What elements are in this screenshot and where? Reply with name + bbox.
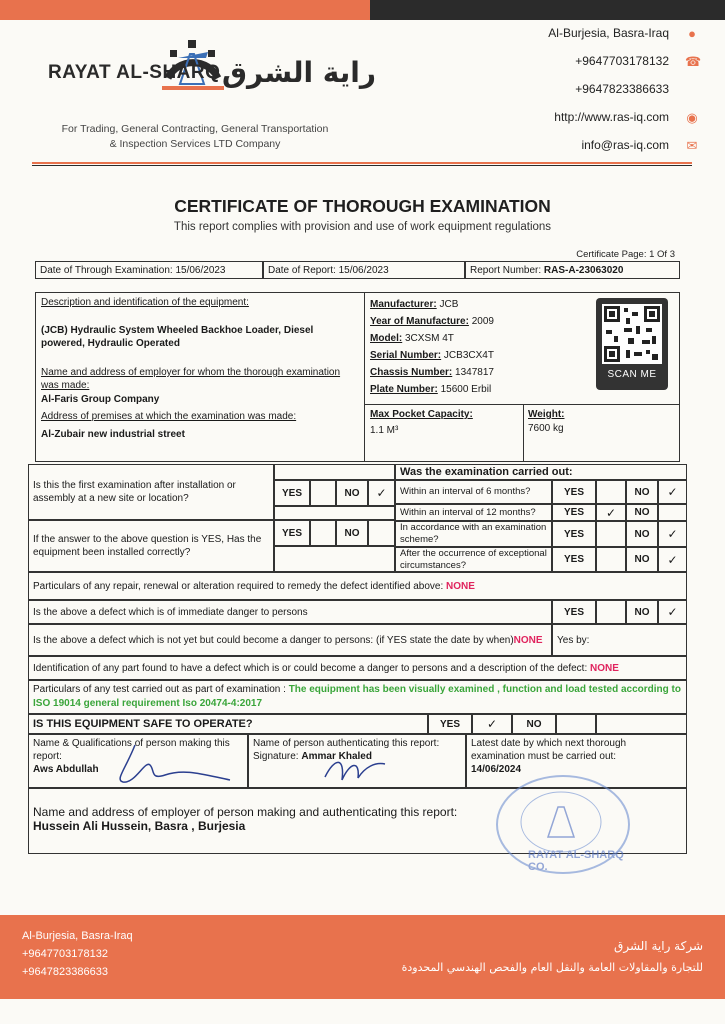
report-number: Report Number: RAS-A-23063020 xyxy=(465,261,680,279)
employer-label: Name and address of employer for whom the thorough examination was made: xyxy=(41,367,341,391)
q1-no-tick[interactable]: ✓ xyxy=(368,480,395,506)
interval-12-no-box[interactable] xyxy=(658,504,687,521)
yes-by-cell[interactable]: Yes by: xyxy=(552,624,687,656)
weight-label: Weight: xyxy=(528,409,565,420)
exceptional-no: NO xyxy=(626,547,658,572)
logo-text-en: RAYAT AL-SHARQ xyxy=(48,62,221,83)
employer-auth-cell: Name and address of employer of person making and authenticating this report: Hussein Ali Hussein, Basra , Burjesia xyxy=(28,788,687,854)
scheme-no-tick[interactable]: ✓ xyxy=(658,521,687,547)
scheme-yes-box[interactable] xyxy=(596,521,626,547)
document-title: CERTIFICATE OF THOROUGH EXAMINATION xyxy=(174,196,551,216)
safe-no-box[interactable] xyxy=(556,714,596,734)
danger-immediate-yes-box[interactable] xyxy=(596,600,626,624)
interval-6-yes: YES xyxy=(552,480,596,504)
interval-12-no: NO xyxy=(626,504,658,521)
top-bar-accent xyxy=(0,0,370,20)
qr-code[interactable] xyxy=(596,298,668,390)
exceptional-label: After the occurrence of exceptional circumstances? xyxy=(395,547,552,572)
equipment-specs xyxy=(370,296,494,398)
logo-text-ar: راية الشرق xyxy=(222,56,377,89)
employer-value: Al-Faris Group Company xyxy=(41,394,160,405)
interval-6-yes-box[interactable] xyxy=(596,480,626,504)
safe-yes-tick[interactable]: ✓ xyxy=(472,714,512,734)
test-row: Particulars of any test carried out as part of examination : The equipment has been visually examined , function and load tested according to ISO 19014 general requirement Iso 20474-4:2017 xyxy=(28,680,687,714)
next-exam-cell: Latest date by which next thorough examination must be carried out: 14/06/2024 xyxy=(466,734,687,788)
q1-yes: YES xyxy=(274,480,310,506)
location-icon: ● xyxy=(688,26,696,41)
qr-code-icon xyxy=(602,304,662,364)
danger-immediate-yes: YES xyxy=(552,600,596,624)
maker-cell: Name & Qualifications of person making this report: Aws Abdullah xyxy=(28,734,248,788)
footer-phone-2[interactable]: +9647823386633 xyxy=(22,966,108,978)
repair-row: Particulars of any repair, renewal or alteration required to remedy the defect identified above: NONE xyxy=(28,572,687,600)
question-first-exam: Is this the first examination after installation or assembly at a new site or location? xyxy=(28,464,274,520)
header-website[interactable]: http://www.ras-iq.com xyxy=(554,110,669,124)
capacity-divider xyxy=(364,404,680,405)
footer-arabic-name: شركة راية الشرق xyxy=(614,939,703,953)
exam-header: Was the examination carried out: xyxy=(395,464,687,480)
plate-row: Plate Number: 15600 Erbil xyxy=(370,384,492,395)
model-row: Model: 3CXSM 4T xyxy=(370,333,454,344)
footer-address: Al-Burjesia, Basra-Iraq xyxy=(22,930,133,942)
certificate-page: Certificate Page: 1 Of 3 xyxy=(576,249,675,260)
interval-6-no-tick[interactable]: ✓ xyxy=(658,480,687,504)
premises-value: Al-Zubair new industrial street xyxy=(41,429,185,440)
serial-row: Serial Number: JCB3CX4T xyxy=(370,350,494,361)
auth-signature-icon xyxy=(320,752,390,786)
interval-12-yes-tick[interactable]: ✓ xyxy=(596,504,626,521)
footer-phone-1[interactable]: +9647703178132 xyxy=(22,948,108,960)
scheme-label: In accordance with an examination scheme? xyxy=(395,521,552,547)
safe-yes: YES xyxy=(428,714,472,734)
equipment-divider xyxy=(364,292,365,462)
auth-cell: Name of person authenticating this report: Signature: Ammar Khaled xyxy=(248,734,466,788)
report-date: Date of Report: 15/06/2023 xyxy=(263,261,465,279)
weight-divider xyxy=(523,404,524,462)
spacer-cell-2 xyxy=(274,506,395,520)
header-email[interactable]: info@ras-iq.com xyxy=(581,138,669,152)
tagline-line-2: & Inspection Services LTD Company xyxy=(109,138,281,150)
q1-no: NO xyxy=(336,480,368,506)
company-stamp xyxy=(496,775,630,874)
weight-value: 7600 kg xyxy=(528,423,564,434)
interval-12-yes: YES xyxy=(552,504,596,521)
safe-spacer xyxy=(596,714,687,734)
email-icon: ✉ xyxy=(686,138,698,153)
globe-icon: ◉ xyxy=(686,110,698,125)
desc-value: (JCB) Hydraulic System Wheeled Backhoe Loader, Diesel powered, Hydraulic Operated xyxy=(41,325,314,349)
top-bar xyxy=(0,0,725,20)
interval-6-label: Within an interval of 6 months? xyxy=(395,480,552,504)
header-phone-1[interactable]: +9647703178132 xyxy=(575,54,669,68)
capacity-label: Max Pocket Capacity: xyxy=(370,409,473,420)
footer-band xyxy=(0,915,725,999)
safe-no: NO xyxy=(512,714,556,734)
question-installed: If the answer to the above question is YES, Has the equipment been installed correctly? xyxy=(28,520,274,572)
q1-yes-box[interactable] xyxy=(310,480,336,506)
q2-yes: YES xyxy=(274,520,310,546)
spacer-cell-3 xyxy=(274,546,395,572)
header-divider xyxy=(32,162,692,164)
chassis-row: Chassis Number: 1347817 xyxy=(370,367,494,378)
interval-12-label: Within an interval of 12 months? xyxy=(395,504,552,521)
q2-no-box[interactable] xyxy=(368,520,395,546)
year-row: Year of Manufacture: 2009 xyxy=(370,316,494,327)
identification-row: Identification of any part found to have a defect which is or could become a danger to persons and a description of the defect: NONE xyxy=(28,656,687,680)
q2-no: NO xyxy=(336,520,368,546)
header-phone-2[interactable]: +9647823386633 xyxy=(575,82,669,96)
footer-arabic xyxy=(402,935,703,979)
exceptional-no-tick[interactable]: ✓ xyxy=(658,547,687,572)
logo-gear-icon xyxy=(158,28,228,94)
manufacturer-row: Manufacturer: JCB xyxy=(370,299,459,310)
capacity-value: 1.1 M³ xyxy=(370,425,399,436)
header-address: Al-Burjesia, Basra-Iraq xyxy=(548,26,669,40)
exceptional-yes-box[interactable] xyxy=(596,547,626,572)
danger-immediate-row: Is the above a defect which is of immediate danger to persons xyxy=(28,600,552,624)
interval-6-no: NO xyxy=(626,480,658,504)
footer-contact xyxy=(22,927,133,981)
scheme-no: NO xyxy=(626,521,658,547)
footer-arabic-desc: للتجارة والمقاولات العامة والنقل العام والفحص الهندسي المحدودة xyxy=(401,961,703,974)
company-tagline xyxy=(50,122,340,152)
premises-label: Address of premises at which the examination was made: xyxy=(41,411,297,422)
danger-future-row: Is the above a defect which is not yet but could become a danger to persons: (if YES state the date by when)NONE xyxy=(28,624,552,656)
danger-immediate-no-tick[interactable]: ✓ xyxy=(658,600,687,624)
exam-date: Date of Through Examination: 15/06/2023 xyxy=(35,261,263,279)
spacer-cell xyxy=(274,464,395,480)
document-subtitle: This report complies with provision and use of work equipment regulations xyxy=(173,221,552,233)
danger-immediate-no: NO xyxy=(626,600,658,624)
exceptional-yes: YES xyxy=(552,547,596,572)
tagline-line-1: For Trading, General Contracting, General Transportation xyxy=(61,123,329,135)
safe-question: IS THIS EQUIPMENT SAFE TO OPERATE? xyxy=(28,714,428,734)
phone-icon: ☎ xyxy=(685,54,702,69)
scheme-yes: YES xyxy=(552,521,596,547)
stamp-text: RAYAT AL-SHARQ CO. xyxy=(528,849,624,873)
q2-yes-box[interactable] xyxy=(310,520,336,546)
header-divider-thin xyxy=(32,165,692,166)
scan-me-label: SCAN ME xyxy=(607,369,657,380)
maker-signature-icon xyxy=(95,740,235,790)
desc-label: Description and identification of the equipment: xyxy=(41,297,249,308)
